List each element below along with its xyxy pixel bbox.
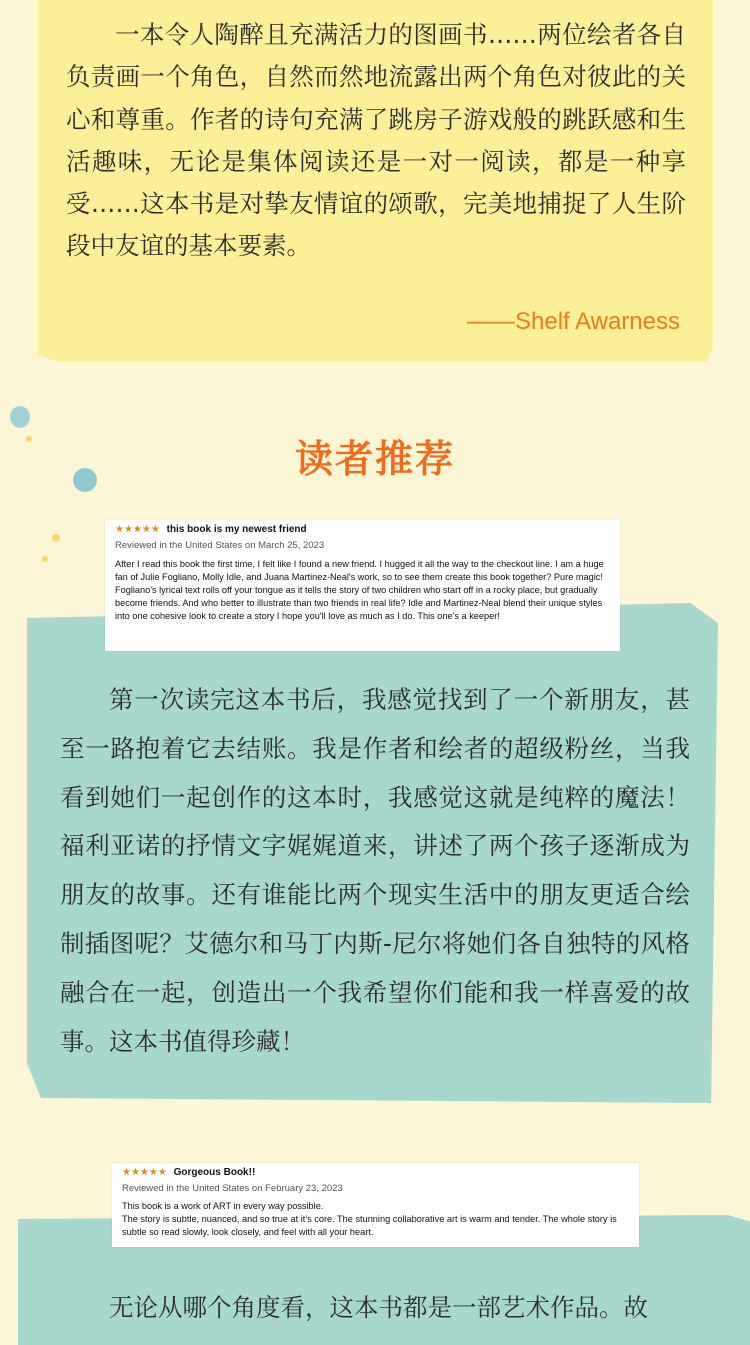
- review-title: Gorgeous Book!!: [173, 1167, 256, 1178]
- press-quote-source: ——Shelf Awarness: [467, 308, 680, 335]
- review-screenshot: [105, 520, 620, 651]
- review-header: [122, 1167, 255, 1178]
- review-body-line: The story is subtle, nuanced, and so true at it's core. The stunning collaborative art is warm and tender. The whole story is subtle so read slowly, look closely, and feel with all your heart.: [122, 1213, 617, 1237]
- review-body-line: This book is a work of ART in every way possible.: [122, 1201, 324, 1211]
- review-body: After I read this book the first time, I felt like I found a new friend. I hugged it all the way to the checkout line. I am a huge fan of Julie Fogliano, Molly Idle, and Juana Martinez-Neal's work, so to see them create this book together? Pure magic! Fogliano's lyrical text rolls off your tongue as it tells the story of two children who start off in a rocky place, but gradually become friends. And who better to illustrate than two friends in real life? Idle and Martinez-Neal blend their unique styles into one cohesive look to create a story I hope you'll love as much as I do. This one's a keeper!: [115, 559, 604, 621]
- review-translation: 第一次读完这本书后，我感觉找到了一个新朋友，甚至一路抱着它去结账。我是作者和绘者的超级粉丝，当我看到她们一起创作的这本时，我感觉这就是纯粹的魔法！福利亚诺的抒情文字娓娓道来，讲述了两个孩子逐渐成为朋友的故事。还有谁能比两个现实生活中的朋友更适合绘制插图呢？艾德尔和马丁内斯-尼尔将她们各自独特的风格融合在一起，创造出一个我希望你们能和我一样喜爱的故事。这本书值得珍藏！: [60, 685, 690, 1056]
- review-meta: Reviewed in the United States on March 25, 2023: [115, 540, 325, 551]
- press-quote-text: 一本令人陶醉且充满活力的图画书……两位绘者各自负责画一个角色，自然而然地流露出两个角色对彼此的关心和尊重。作者的诗句充满了跳房子游戏般的跳跃感和生活趣味，无论是集体阅读还是一对一阅读，都是一种享受……这本书是对挚友情谊的颂歌，完美地捕捉了人生阶段中友谊的基本要素。: [66, 20, 686, 261]
- review-title: this book is my newest friend: [166, 524, 307, 535]
- star-rating-icon: ★★★★★: [115, 524, 160, 535]
- decorative-dot: [42, 556, 48, 562]
- review-meta: Reviewed in the United States on February 23, 2023: [122, 1183, 343, 1194]
- review-body: [122, 1200, 629, 1239]
- section-title: 读者推荐: [294, 437, 455, 481]
- review-header: [115, 524, 307, 535]
- decorative-dot: [10, 406, 30, 428]
- decorative-dot: [52, 534, 60, 542]
- review-screenshot: [112, 1163, 639, 1247]
- review-translation: 无论从哪个角度看，这本书都是一部艺术作品。故: [109, 1293, 648, 1322]
- star-rating-icon: ★★★★★: [122, 1167, 167, 1178]
